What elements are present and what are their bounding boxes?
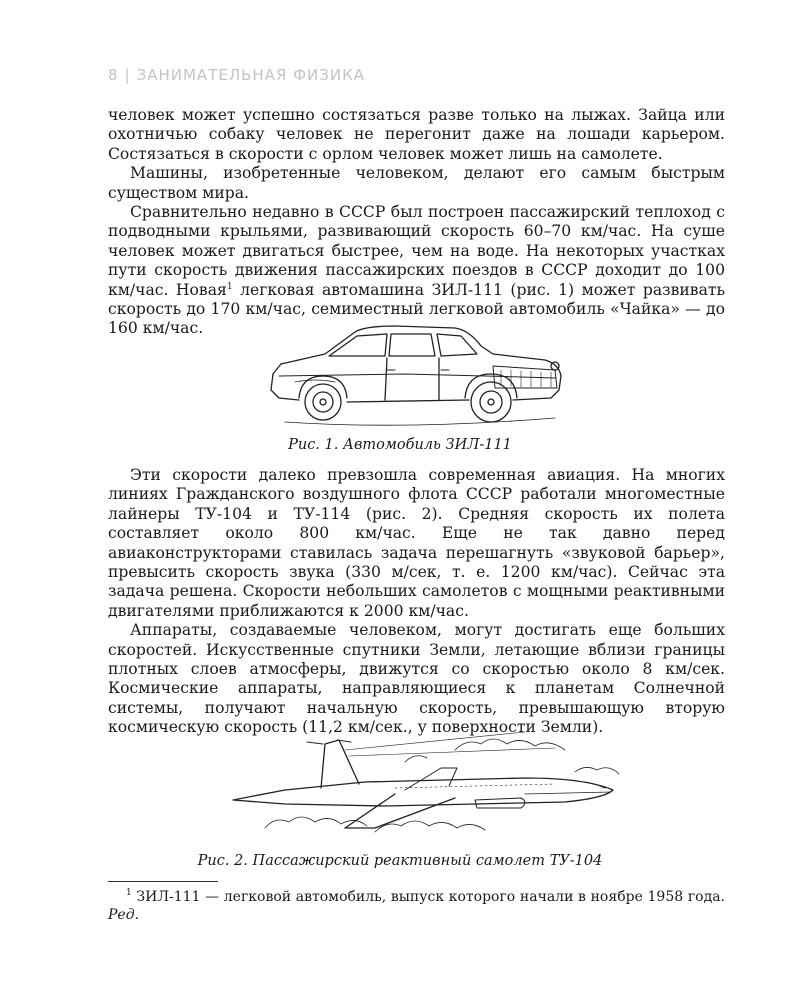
figure-1-caption: Рис. 1. Автомобиль ЗИЛ-111 bbox=[288, 437, 512, 453]
paragraph-4: Эти скорости далеко превзошла современная авиация. На многих линиях Гражданского воздушного флота СССР работали многоместные лайнеры ТУ-104 и ТУ-114 (рис. 2). Средняя скорость их полета составляет около 800 км/час. Еще не так давно перед авиаконструкторами ставилась задача перешагнуть «звуковой барьер», превысить скорость звука (330 м/сек, т. е. 1200 км/час). Сейчас эта задача решена. Скорости небольших самолетов с мощными реактивными двигателями приближаются к 2000 км/час. bbox=[108, 466, 725, 620]
running-header bbox=[108, 66, 365, 84]
footnote-ref: 1 bbox=[226, 281, 233, 292]
footnote bbox=[108, 888, 725, 924]
text-block-top bbox=[108, 106, 725, 339]
footnote-rule bbox=[108, 881, 218, 882]
figure-2-caption: Рис. 2. Пассажирский реактивный самолет ТУ-104 bbox=[197, 853, 603, 869]
paragraph-2: Машины, изобретенные человеком, делают его самым быстрым существом мира. bbox=[108, 164, 725, 202]
paragraph-3-start: Сравнительно недавно в СССР был построен пассажирский теплоход с подводными крыльями, развивающий скорость 60–70 км/час. На суше человек может двигаться быстрее, чем на воде. На некоторых участках пути скорость движения пассажирских поездов в СССР доходит до 100 км/час. Новая bbox=[108, 203, 725, 299]
header-separator: | bbox=[124, 66, 131, 84]
car-illustration bbox=[255, 318, 575, 430]
paragraph-1: человек может успешно состязаться разве только на лыжах. Зайца или охотничью собаку человек не перегонит даже на лошади карьером. Состязаться в скорости с орлом человек может лишь на самолете. bbox=[108, 106, 725, 163]
footnote-text: ЗИЛ-111 — легковой автомобиль, выпуск которого начали в ноябре 1958 года. bbox=[131, 889, 725, 905]
footnote-mark: 1 bbox=[126, 888, 132, 898]
footnote-editor: Ред. bbox=[108, 907, 140, 923]
paragraph-3-end: легковая автомашина ЗИЛ-111 (рис. 1) может развивать скорость до 170 км/час, семиместный легковой автомобиль «Чайка» — до 160 км/час. bbox=[108, 280, 725, 338]
page-number: 8 bbox=[108, 66, 119, 84]
paragraph-5: Аппараты, создаваемые человеком, могут достигать еще больших скоростей. Искусственные спутники Земли, летающие вблизи границы плотных слоев атмосферы, движутся со скоростью около 8 км/сек. Космические аппараты, направляющиеся к планетам Солнечной системы, получают начальную скорость, превышающую вторую космическую скорость (11,2 км/сек., у поверхности Земли). bbox=[108, 621, 725, 737]
book-title: ЗАНИМАТЕЛЬНАЯ ФИЗИКА bbox=[136, 66, 366, 84]
text-block-middle bbox=[108, 466, 725, 738]
airplane-illustration bbox=[225, 728, 625, 838]
